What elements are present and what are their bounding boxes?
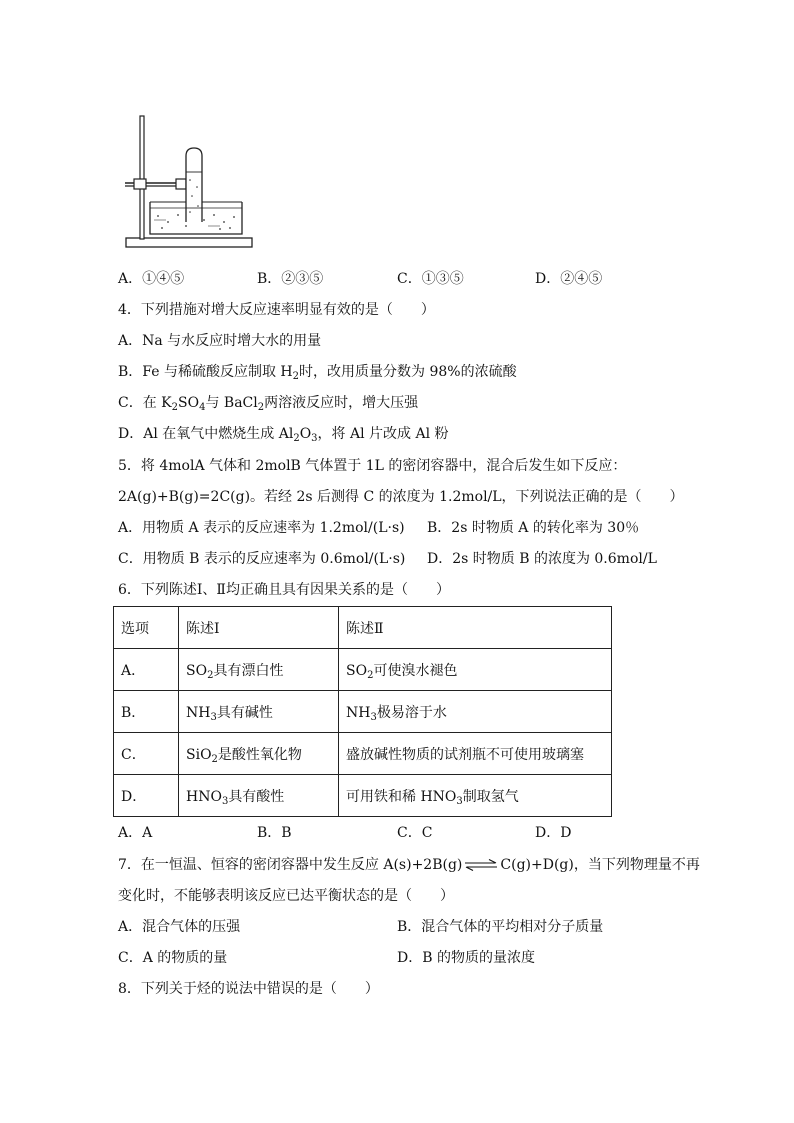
table-cell-option: B． [114,691,179,733]
q6-option-c[interactable]: C．C [397,825,433,841]
q4-option-b[interactable] [118,362,517,382]
q8-stem: 8．下列关于烃的说法中错误的是（ ） [118,981,379,997]
q4-c-text-2: SO [178,395,200,411]
q7-stem-text-2: C(g)+D(g)，当下列物理量不再 [500,857,700,873]
q5-option-c[interactable]: C．用物质 B 表示的反应速率为 0.6mol/(L·s) [118,551,406,567]
q4-d-text-2: O [299,426,312,442]
q5-option-a[interactable]: A．用物质 A 表示的反应速率为 1.2mol/(L·s) [118,520,405,536]
cell-text: 可用铁和稀 HNO [346,788,457,805]
q4-d-text: D．Al 在氧气中燃烧生成 Al [118,426,294,442]
cell-sub: 2 [207,669,214,681]
q4-b-text-2: 时，改用质量分数为 98%的浓硫酸 [299,364,517,380]
q4-b-text: B．Fe 与稀硫酸反应制取 H [118,364,293,380]
q4-c-sub-2: 4 [199,402,206,413]
q4-stem: 4．下列措施对增大反应速率明显有效的是（ ） [118,302,435,318]
q3-option-c[interactable]: C．①③⑤ [397,271,464,287]
table-row [114,691,612,733]
table-header-statement-1: 陈述Ⅰ [179,607,339,649]
table-cell-option: C． [114,733,179,775]
cell-text-2: 具有酸性 [228,788,285,805]
q7-option-b[interactable]: B．混合气体的平均相对分子质量 [397,919,604,935]
cell-text: NH [346,704,371,721]
q7-stem-text: 7．在一恒温、恒容的密闭容器中发生反应 A(s)+2B(g) [118,857,463,873]
cell-text-2: 是酸性氧化物 [217,746,302,763]
table-cell-statement-2 [339,775,612,817]
q4-option-d[interactable] [118,424,449,444]
cell-text: HNO [186,788,222,805]
q6-option-a[interactable]: A．A [118,825,153,841]
cell-text: SO [346,662,368,679]
table-row [114,775,612,817]
q6-option-b[interactable]: B．B [257,825,292,841]
reversible-arrow-icon [464,859,498,871]
q7-option-d[interactable]: D．B 的物质的量浓度 [397,950,535,966]
q6-stem: 6．下列陈述Ⅰ、Ⅱ均正确且具有因果关系的是（ ） [118,582,450,598]
cell-sub: 3 [370,711,377,723]
cell-text-2: 极易溶于水 [376,704,447,721]
cell-text: 盛放碱性物质的试剂瓶不可使用玻璃塞 [346,746,584,763]
cell-sub: 3 [456,795,463,807]
q4-option-c[interactable] [118,393,418,413]
q7-stem-line1 [118,855,700,875]
cell-text: SiO [186,746,212,763]
q4-b-sub: 2 [292,371,300,382]
cell-sub: 3 [210,711,217,723]
table-cell-statement-1 [179,649,339,691]
q4-option-a[interactable]: A．Na 与水反应时增大水的用量 [118,333,322,349]
table-cell-statement-2 [339,649,612,691]
q3-option-d[interactable]: D．②④⑤ [535,271,603,287]
q5-option-b[interactable]: B．2s 时物质 A 的转化率为 30％ [427,520,640,536]
q7-option-a[interactable]: A．混合气体的压强 [118,919,241,935]
q4-c-sub-1: 2 [171,402,178,413]
q6-table [113,606,612,817]
gas-collection-apparatus-figure [120,112,260,252]
q7-stem-line2: 变化时，不能够表明该反应已达平衡状态的是（ ） [118,888,454,904]
q5-option-d[interactable]: D．2s 时物质 B 的浓度为 0.6mol/L [427,551,657,567]
q5-stem-line1: 5．将 4molA 气体和 2molB 气体置于 1L 的密闭容器中，混合后发生如下反应： [118,458,627,474]
q4-d-text-3: ，将 Al 片改成 Al 粉 [317,426,449,442]
cell-sub: 2 [367,669,374,681]
cell-sub: 3 [221,795,229,807]
table-cell-statement-2 [339,691,612,733]
table-header-option: 选项 [114,607,179,649]
table-header-row [114,607,612,649]
cell-text-2: 可使溴水褪色 [373,662,458,679]
cell-text: NH [186,704,211,721]
q3-option-a[interactable]: A．①④⑤ [118,271,185,287]
q4-c-sub-3: 2 [257,402,265,413]
cell-text-2: 具有漂白性 [213,662,284,679]
cell-text: SO [186,662,208,679]
table-cell-statement-1 [179,775,339,817]
cell-text-2: 具有碱性 [216,704,273,721]
q7-option-c[interactable]: C．A 的物质的量 [118,950,228,966]
q4-c-text-3: 与 BaCl [205,395,258,411]
q4-c-text-4: 两溶液反应时，增大压强 [264,395,419,411]
table-row [114,649,612,691]
q3-option-b[interactable]: B．②③⑤ [257,271,324,287]
table-row [114,733,612,775]
table-cell-option: D． [114,775,179,817]
table-cell-statement-1 [179,733,339,775]
cell-text-2: 制取氢气 [462,788,519,805]
table-header-statement-2: 陈述Ⅱ [339,607,612,649]
table-cell-statement-2 [339,733,612,775]
q4-d-sub-2: 3 [311,433,318,444]
q4-d-sub-1: 2 [293,433,300,444]
table-cell-statement-1 [179,691,339,733]
table-cell-option: A． [114,649,179,691]
q5-stem-line2: 2A(g)+B(g)=2C(g)。若经 2s 后测得 C 的浓度为 1.2mol/L，下列说法正确的是（ ） [118,489,684,505]
q6-option-d[interactable]: D．D [535,825,572,841]
q4-c-text: C．在 K [118,395,172,411]
cell-sub: 2 [211,753,218,765]
